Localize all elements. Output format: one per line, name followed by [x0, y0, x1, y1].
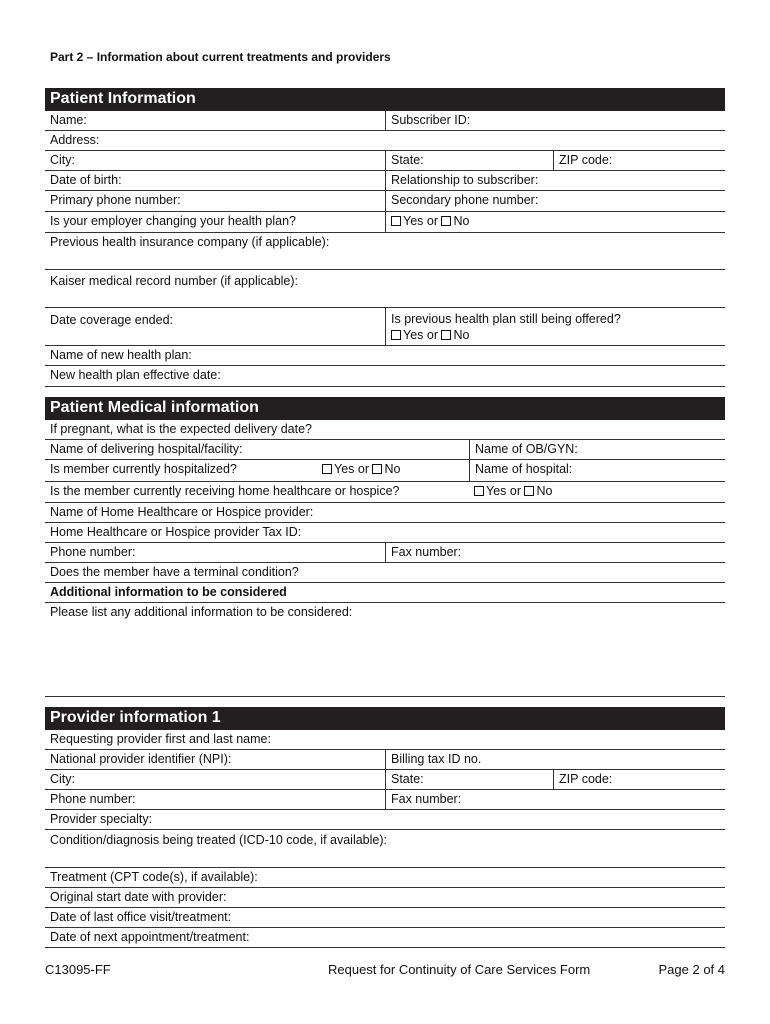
- row-additional-header: [45, 583, 725, 603]
- row-last-visit: [45, 908, 725, 928]
- med-phone-field[interactable]: Phone number:: [50, 545, 136, 559]
- hh-provider-field[interactable]: Name of Home Healthcare or Hospice provider:: [50, 505, 314, 519]
- row-home-care: [45, 482, 725, 503]
- next-appt-field[interactable]: Date of next appointment/treatment:: [50, 930, 250, 944]
- no-label: No: [536, 484, 553, 498]
- row-employer: [45, 212, 725, 233]
- delivering-hospital-field[interactable]: Name of delivering hospital/facility:: [50, 442, 243, 456]
- still-offered-no-checkbox[interactable]: [441, 330, 451, 340]
- hospitalized-question: Is member currently hospitalized?: [50, 462, 237, 476]
- additional-info-heading: Additional information to be considered: [50, 585, 287, 599]
- new-plan-field[interactable]: Name of new health plan:: [50, 348, 192, 362]
- prov-state-field[interactable]: State:: [385, 770, 424, 789]
- row-start-date: [45, 888, 725, 908]
- row-hh-provider: [45, 503, 725, 523]
- row-hh-tax: [45, 523, 725, 543]
- zip-field[interactable]: ZIP code:: [553, 151, 612, 170]
- name-field[interactable]: Name:: [50, 113, 87, 127]
- row-hospitalized: [45, 460, 725, 482]
- dob-field[interactable]: Date of birth:: [50, 173, 122, 187]
- requesting-provider-field[interactable]: Requesting provider first and last name:: [50, 732, 271, 746]
- secondary-phone-field[interactable]: Secondary phone number:: [385, 191, 538, 211]
- specialty-field[interactable]: Provider specialty:: [50, 812, 153, 826]
- hospitalized-yes-checkbox[interactable]: [322, 464, 332, 474]
- row-med-phone: [45, 543, 725, 563]
- row-name: [45, 111, 725, 131]
- still-offered-yes-checkbox[interactable]: [391, 330, 401, 340]
- no-label: No: [453, 328, 470, 342]
- row-next-appt: [45, 928, 725, 948]
- additional-info-field[interactable]: Please list any additional information to be considered:: [50, 605, 353, 619]
- subscriber-id-field[interactable]: Subscriber ID:: [385, 111, 470, 130]
- obgyn-field[interactable]: Name of OB/GYN:: [469, 440, 578, 459]
- previous-company-field[interactable]: Previous health insurance company (if applicable):: [50, 235, 330, 249]
- row-new-plan: [45, 346, 725, 366]
- still-offered-cell: [385, 308, 621, 345]
- row-additional-list: [45, 603, 725, 697]
- condition-field[interactable]: Condition/diagnosis being treated (ICD-10 code, if available):: [50, 833, 387, 847]
- address-field[interactable]: Address:: [50, 133, 100, 147]
- page-number: Page 2 of 4: [658, 962, 725, 977]
- employer-options: [385, 212, 469, 232]
- home-care-no-checkbox[interactable]: [524, 486, 534, 496]
- form-code: C13095-FF: [45, 962, 111, 977]
- row-address: [45, 131, 725, 151]
- prov-city-field[interactable]: City:: [50, 772, 75, 786]
- billing-tax-field[interactable]: Billing tax ID no.: [385, 750, 481, 769]
- prov-phone-field[interactable]: Phone number:: [50, 792, 136, 806]
- still-offered-question: Is previous health plan still being offered?: [391, 312, 621, 326]
- row-terminal: [45, 563, 725, 583]
- hospital-name-field[interactable]: Name of hospital:: [469, 460, 572, 481]
- part-title: Part 2 – Information about current treatments and providers: [50, 50, 391, 64]
- yes-or-label: Yes or: [403, 328, 438, 342]
- row-pregnant: [45, 420, 725, 440]
- home-care-question: Is the member currently receiving home healthcare or hospice?: [50, 484, 400, 498]
- employer-no-checkbox[interactable]: [441, 216, 451, 226]
- row-phone: [45, 191, 725, 212]
- state-field[interactable]: State:: [385, 151, 424, 170]
- home-care-options: [469, 482, 552, 502]
- home-care-yes-checkbox[interactable]: [474, 486, 484, 496]
- row-dob: [45, 171, 725, 191]
- row-requesting: [45, 730, 725, 750]
- medical-info-header: Patient Medical information: [45, 397, 725, 420]
- row-new-plan-date: [45, 366, 725, 387]
- row-kaiser: [45, 270, 725, 308]
- patient-info-header: Patient Information: [45, 88, 725, 111]
- row-specialty: [45, 810, 725, 830]
- row-prov-city: [45, 770, 725, 790]
- relationship-field[interactable]: Relationship to subscriber:: [385, 171, 538, 190]
- form-title: Request for Continuity of Care Services Form: [328, 962, 591, 977]
- coverage-ended-field[interactable]: Date coverage ended:: [50, 313, 174, 327]
- yes-or-label: Yes or: [403, 214, 438, 228]
- hospitalized-no-checkbox[interactable]: [372, 464, 382, 474]
- row-previous-company: [45, 233, 725, 270]
- row-npi: [45, 750, 725, 770]
- yes-or-label: Yes or: [334, 462, 369, 476]
- row-coverage-ended: [45, 308, 725, 346]
- city-field[interactable]: City:: [50, 153, 75, 167]
- no-label: No: [453, 214, 470, 228]
- med-fax-field[interactable]: Fax number:: [385, 543, 461, 562]
- new-plan-date-field[interactable]: New health plan effective date:: [50, 368, 221, 382]
- terminal-field[interactable]: Does the member have a terminal condition?: [50, 565, 299, 579]
- row-prov-phone: [45, 790, 725, 810]
- prov-zip-field[interactable]: ZIP code:: [553, 770, 612, 789]
- pregnant-field[interactable]: If pregnant, what is the expected delivery date?: [50, 422, 312, 436]
- npi-field[interactable]: National provider identifier (NPI):: [50, 752, 232, 766]
- row-condition: [45, 830, 725, 868]
- yes-or-label: Yes or: [486, 484, 521, 498]
- start-date-field[interactable]: Original start date with provider:: [50, 890, 227, 904]
- no-label: No: [384, 462, 401, 476]
- hh-tax-field[interactable]: Home Healthcare or Hospice provider Tax ID:: [50, 525, 302, 539]
- provider-info-header: Provider information 1: [45, 707, 725, 730]
- employer-yes-checkbox[interactable]: [391, 216, 401, 226]
- kaiser-mrn-field[interactable]: Kaiser medical record number (if applicable):: [50, 274, 299, 288]
- employer-question: Is your employer changing your health plan?: [50, 214, 296, 228]
- last-visit-field[interactable]: Date of last office visit/treatment:: [50, 910, 232, 924]
- prov-fax-field[interactable]: Fax number:: [385, 790, 461, 809]
- row-city: [45, 151, 725, 171]
- hospitalized-options: [317, 460, 400, 481]
- row-delivering: [45, 440, 725, 460]
- treatment-field[interactable]: Treatment (CPT code(s), if available):: [50, 870, 258, 884]
- primary-phone-field[interactable]: Primary phone number:: [50, 193, 181, 207]
- row-treatment: [45, 868, 725, 888]
